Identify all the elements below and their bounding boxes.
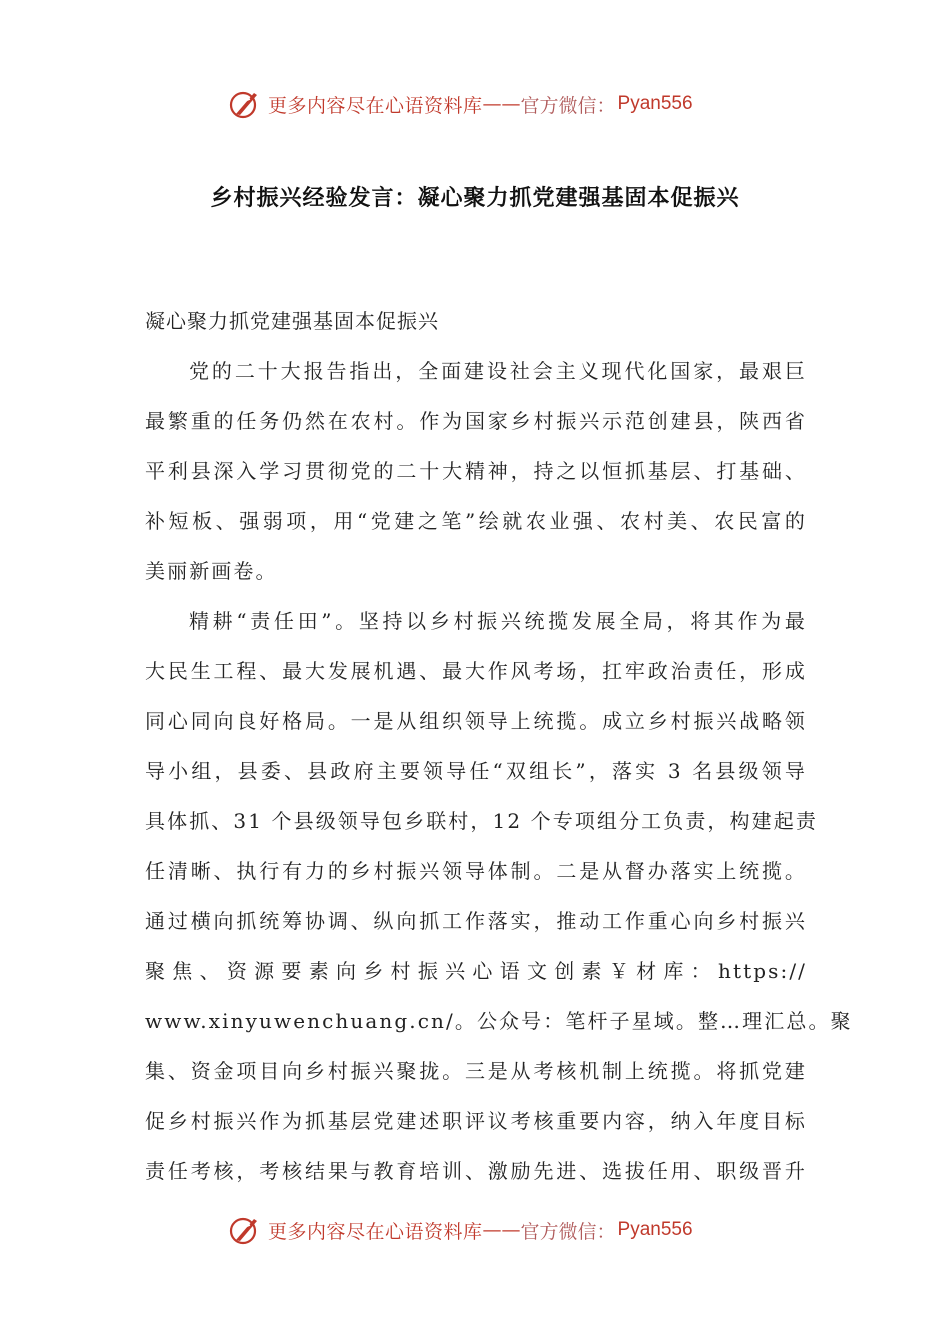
- paragraph-line: 大民生工程、最大发展机遇、最大作风考场，扛牢政治责任，形成: [145, 659, 807, 683]
- paragraph-line: 具体抓、31 个县级领导包乡联村，12 个专项组分工负责，构建起责: [145, 809, 818, 833]
- paragraph-line: 补短板、强弱项，用“党建之笔”绘就农业强、农村美、农民富的: [145, 509, 807, 533]
- footer-watermark-banner: [0, 1210, 950, 1250]
- paragraph-line: 聚焦、资源要素向乡村振兴心语文创素￥材库：https://: [145, 959, 807, 983]
- document-body: [145, 296, 853, 1196]
- quill-pen-logo-icon: [228, 1213, 262, 1247]
- paragraph-1: [145, 346, 807, 596]
- paragraph-line: 促乡村振兴作为抓基层党建述职评议考核重要内容，纳入年度目标: [145, 1109, 807, 1133]
- document-title: 乡村振兴经验发言：凝心聚力抓党建强基固本促振兴: [210, 186, 740, 211]
- banner-wechat-id: Pyan556: [617, 1219, 693, 1240]
- quill-pen-logo-icon: [228, 87, 262, 121]
- paragraph-line: 导小组，县委、县政府主要领导任“双组长”，落实 3 名县级领导: [145, 759, 807, 783]
- paragraph-line: 精耕“责任田”。坚持以乡村振兴统揽发展全局，将其作为最: [189, 609, 807, 633]
- paragraph-line: 任清晰、执行有力的乡村振兴领导体制。二是从督办落实上统揽。: [145, 859, 807, 883]
- banner-text: 更多内容尽在心语资料库: [268, 94, 483, 117]
- banner-text: 更多内容尽在心语资料库: [268, 1220, 483, 1243]
- paragraph-2: [145, 596, 853, 1196]
- banner-dash: ——: [482, 1219, 521, 1241]
- paragraph-line: 美丽新画卷。: [145, 559, 278, 583]
- paragraph-line: 责任考核，考核结果与教育培训、激励先进、选拔任用、职级晋升: [145, 1159, 807, 1183]
- banner-wechat-id: Pyan556: [617, 93, 693, 114]
- paragraph-line: 平利县深入学习贯彻党的二十大精神，持之以恒抓基层、打基础、: [145, 459, 807, 483]
- banner-wechat-label: 官方微信：: [520, 1220, 616, 1243]
- paragraph-line: 集、资金项目向乡村振兴聚拢。三是从考核机制上统揽。将抓党建: [145, 1059, 807, 1083]
- paragraph-line: 通过横向抓统筹协调、纵向抓工作落实，推动工作重心向乡村振兴: [145, 909, 807, 933]
- document-subtitle: 凝心聚力抓党建强基固本促振兴: [145, 309, 439, 333]
- paragraph-line: 最繁重的任务仍然在农村。作为国家乡村振兴示范创建县，陕西省: [145, 409, 807, 433]
- banner-wechat-label: 官方微信：: [520, 94, 616, 117]
- header-watermark-banner: [0, 84, 950, 124]
- paragraph-line: www.xinyuwenchuang.cn/。公众号：笔杆子星域。整…理汇总。聚: [145, 1009, 853, 1033]
- banner-dash: ——: [482, 93, 521, 115]
- paragraph-line: 党的二十大报告指出，全面建设社会主义现代化国家，最艰巨: [189, 359, 807, 383]
- paragraph-line: 同心同向良好格局。一是从组织领导上统揽。成立乡村振兴战略领: [145, 709, 807, 733]
